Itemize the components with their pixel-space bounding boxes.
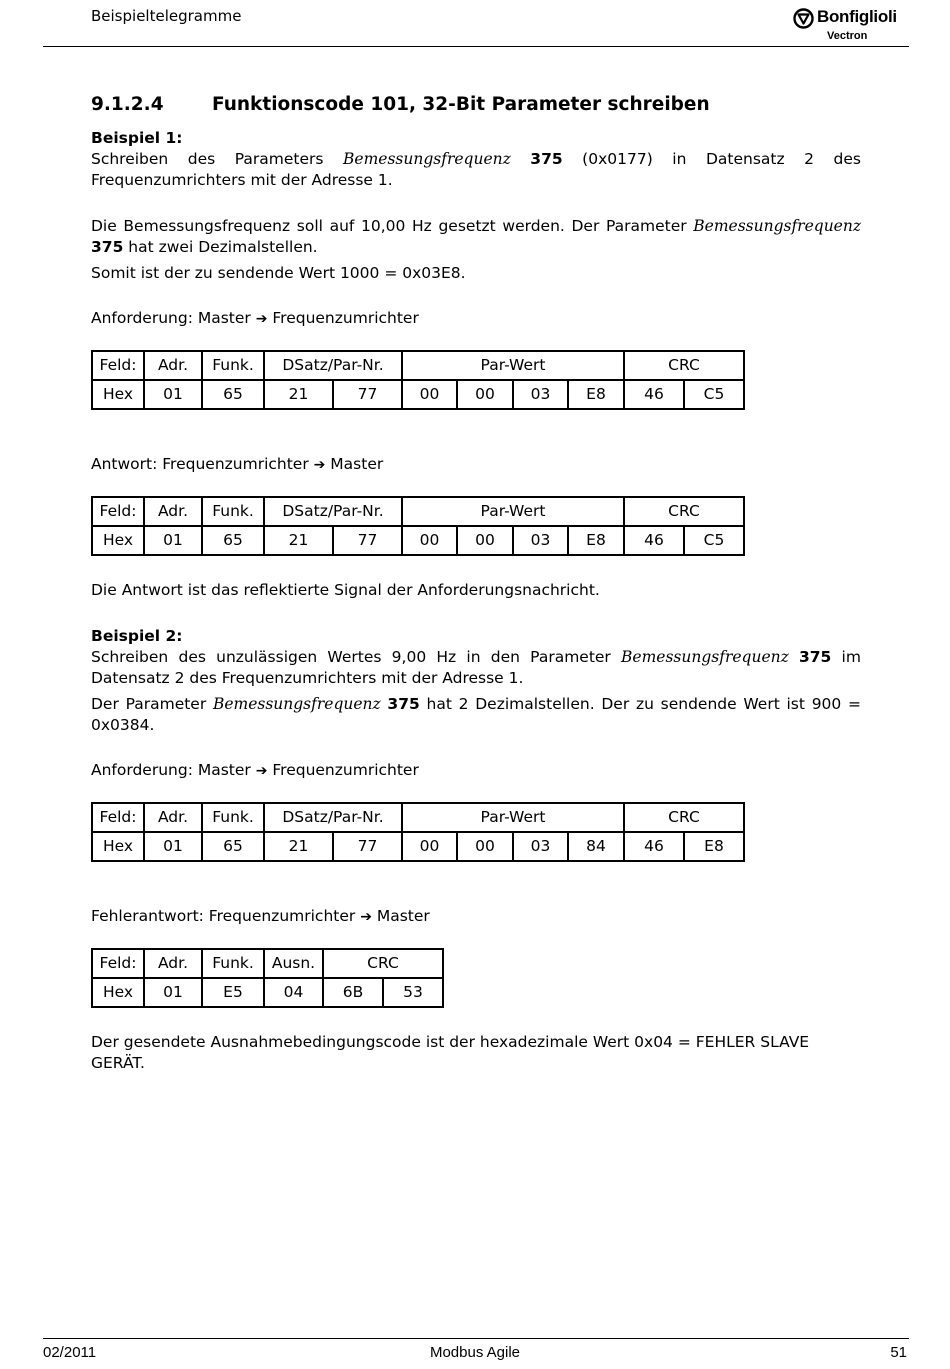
table-cell: 65 — [202, 832, 264, 861]
table-cell: 00 — [402, 380, 457, 409]
table-cell: 6B — [323, 978, 383, 1007]
table-row — [92, 526, 744, 555]
text-run: Frequenzumrichter — [267, 309, 419, 327]
table-cell: 77 — [333, 526, 402, 555]
table-cell: E8 — [684, 832, 744, 861]
table-cell: 00 — [402, 832, 457, 861]
example2-note: Der gesendete Ausnahmebedingungscode ist der hexadezimale Wert 0x04 = FEHLER SLAVE GERÄT. — [91, 1033, 810, 1072]
text-run: (0x0177) in Datensatz 2 des Frequenzumrichters mit der Adresse 1. — [91, 150, 861, 189]
header-cell: Ausn. — [264, 949, 323, 978]
header-cell: Funk. — [202, 497, 264, 526]
table-row — [92, 832, 744, 861]
arrow-right-icon: ➔ — [255, 311, 268, 327]
arrow-right-icon: ➔ — [255, 763, 268, 779]
header-cell: Feld: — [92, 949, 144, 978]
parameter-name: Bemessungsfrequenz — [693, 217, 861, 235]
arrow-right-icon: ➔ — [360, 909, 372, 925]
table-header-row — [92, 949, 443, 978]
table-cell: 03 — [513, 526, 568, 555]
table-cell: 65 — [202, 380, 264, 409]
logo-sub-text: Vectron — [827, 30, 868, 42]
table-cell: 03 — [513, 380, 568, 409]
header-cell: CRC — [624, 497, 744, 526]
page-number: 51 — [890, 1344, 907, 1361]
example1-response-label — [91, 454, 861, 476]
arrow-right-icon: ➔ — [313, 457, 326, 473]
row-label: Hex — [92, 832, 144, 861]
bonfiglioli-logo-icon — [793, 8, 814, 29]
table-cell: 00 — [457, 526, 513, 555]
example1-paragraph-1 — [91, 149, 861, 191]
table-cell: 21 — [264, 526, 333, 555]
section-title: Funktionscode 101, 32-Bit Parameter schreiben — [212, 94, 710, 115]
text-run: Fehlerantwort: Frequenzumrichter — [91, 907, 361, 925]
text-run: hat 2 Dezimalstellen. Der zu sendende Wert ist 900 = 0x0384. — [91, 695, 861, 734]
text-run: Schreiben des Parameters — [91, 150, 344, 168]
parameter-number: 375 — [387, 695, 420, 713]
header-cell: Par-Wert — [402, 497, 624, 526]
header-cell: Par-Wert — [402, 803, 624, 832]
header-cell: DSatz/Par-Nr. — [264, 497, 402, 526]
parameter-number: 375 — [798, 648, 832, 666]
example1-paragraph-2 — [91, 216, 861, 258]
table-cell: E5 — [202, 978, 264, 1007]
text-run: Master — [371, 907, 430, 925]
header-cell: Adr. — [144, 949, 202, 978]
section-heading — [91, 92, 861, 118]
row-label: Hex — [92, 526, 144, 555]
table-cell: 46 — [624, 380, 684, 409]
table-cell: 00 — [457, 832, 513, 861]
header-cell: DSatz/Par-Nr. — [264, 803, 402, 832]
table-cell: C5 — [684, 526, 744, 555]
table-cell: 65 — [202, 526, 264, 555]
example1-note: Die Antwort ist das reflektierte Signal der Anforderungsnachricht. — [91, 581, 600, 599]
example2-request-label — [91, 760, 861, 782]
header-cell: CRC — [624, 351, 744, 380]
table-cell: C5 — [684, 380, 744, 409]
header-cell: CRC — [624, 803, 744, 832]
parameter-number: 375 — [530, 150, 563, 168]
header-cell: Adr. — [144, 497, 202, 526]
running-header: Beispieltelegramme — [91, 7, 242, 25]
parameter-name: Bemessungsfrequenz — [212, 695, 381, 713]
table-row — [92, 380, 744, 409]
table-cell: 21 — [264, 832, 333, 861]
parameter-name: Bemessungsfrequenz — [343, 150, 511, 168]
header-cell: Feld: — [92, 803, 144, 832]
footer-rule — [43, 1338, 909, 1339]
text-run: Anforderung: Master — [91, 309, 256, 327]
text-run: Master — [325, 455, 384, 473]
section-number: 9.1.2.4 — [91, 94, 164, 115]
footer-date: 02/2011 — [43, 1344, 97, 1361]
table-cell: 53 — [383, 978, 443, 1007]
table-row — [92, 978, 443, 1007]
error-response-telegram-table — [91, 948, 444, 1008]
response-telegram-table-1 — [91, 496, 745, 556]
table-cell: E8 — [568, 380, 624, 409]
header-cell: Feld: — [92, 351, 144, 380]
example1-heading: Beispiel 1: — [91, 129, 183, 147]
example2-paragraph-2 — [91, 694, 861, 736]
brand-logo — [793, 6, 913, 44]
header-cell: Adr. — [144, 351, 202, 380]
text-run: Anforderung: Master — [91, 761, 256, 779]
request-telegram-table-1 — [91, 350, 745, 410]
table-cell: 46 — [624, 526, 684, 555]
table-cell: 01 — [144, 526, 202, 555]
table-cell: E8 — [568, 526, 624, 555]
header-cell: DSatz/Par-Nr. — [264, 351, 402, 380]
header-cell: Adr. — [144, 803, 202, 832]
header-cell: Funk. — [202, 803, 264, 832]
header-cell: CRC — [323, 949, 443, 978]
text-run: Schreiben des unzulässigen Wertes 9,00 Hz in den Parameter — [91, 648, 622, 666]
table-cell: 00 — [457, 380, 513, 409]
header-cell: Par-Wert — [402, 351, 624, 380]
parameter-name: Bemessungsfrequenz — [621, 648, 789, 666]
header-cell: Funk. — [202, 351, 264, 380]
row-label: Hex — [92, 978, 144, 1007]
example1-request-label — [91, 308, 861, 330]
table-cell: 21 — [264, 380, 333, 409]
table-cell: 77 — [333, 832, 402, 861]
text-run: im Datensatz 2 des Frequenzumrichters mit der Adresse 1. — [91, 648, 861, 687]
table-header-row — [92, 803, 744, 832]
header-rule — [43, 46, 909, 47]
text-run: Frequenzumrichter — [267, 761, 419, 779]
example1-paragraph-3: Somit ist der zu sendende Wert 1000 = 0x03E8. — [91, 264, 466, 282]
text-run: Antwort: Frequenzumrichter — [91, 455, 314, 473]
example2-paragraph-1 — [91, 647, 861, 689]
example2-heading: Beispiel 2: — [91, 627, 183, 645]
header-cell: Feld: — [92, 497, 144, 526]
table-cell: 04 — [264, 978, 323, 1007]
page-content — [91, 92, 861, 1074]
text-run: hat zwei Dezimalstellen. — [123, 238, 318, 256]
text-run: Die Bemessungsfrequenz soll auf 10,00 Hz gesetzt werden. Der Parameter — [91, 217, 694, 235]
footer-product: Modbus Agile — [429, 1344, 521, 1361]
parameter-number: 375 — [91, 238, 124, 256]
table-cell: 01 — [144, 832, 202, 861]
header-cell: Funk. — [202, 949, 264, 978]
table-header-row — [92, 351, 744, 380]
table-cell: 03 — [513, 832, 568, 861]
table-header-row — [92, 497, 744, 526]
table-cell: 01 — [144, 978, 202, 1007]
logo-brand-text: Bonfiglioli — [817, 7, 897, 26]
row-label: Hex — [92, 380, 144, 409]
request-telegram-table-2 — [91, 802, 745, 862]
text-run: Der Parameter — [91, 695, 213, 713]
table-cell: 77 — [333, 380, 402, 409]
table-cell: 46 — [624, 832, 684, 861]
table-cell: 01 — [144, 380, 202, 409]
table-cell: 84 — [568, 832, 624, 861]
example2-error-response-label — [91, 906, 861, 928]
table-cell: 00 — [402, 526, 457, 555]
